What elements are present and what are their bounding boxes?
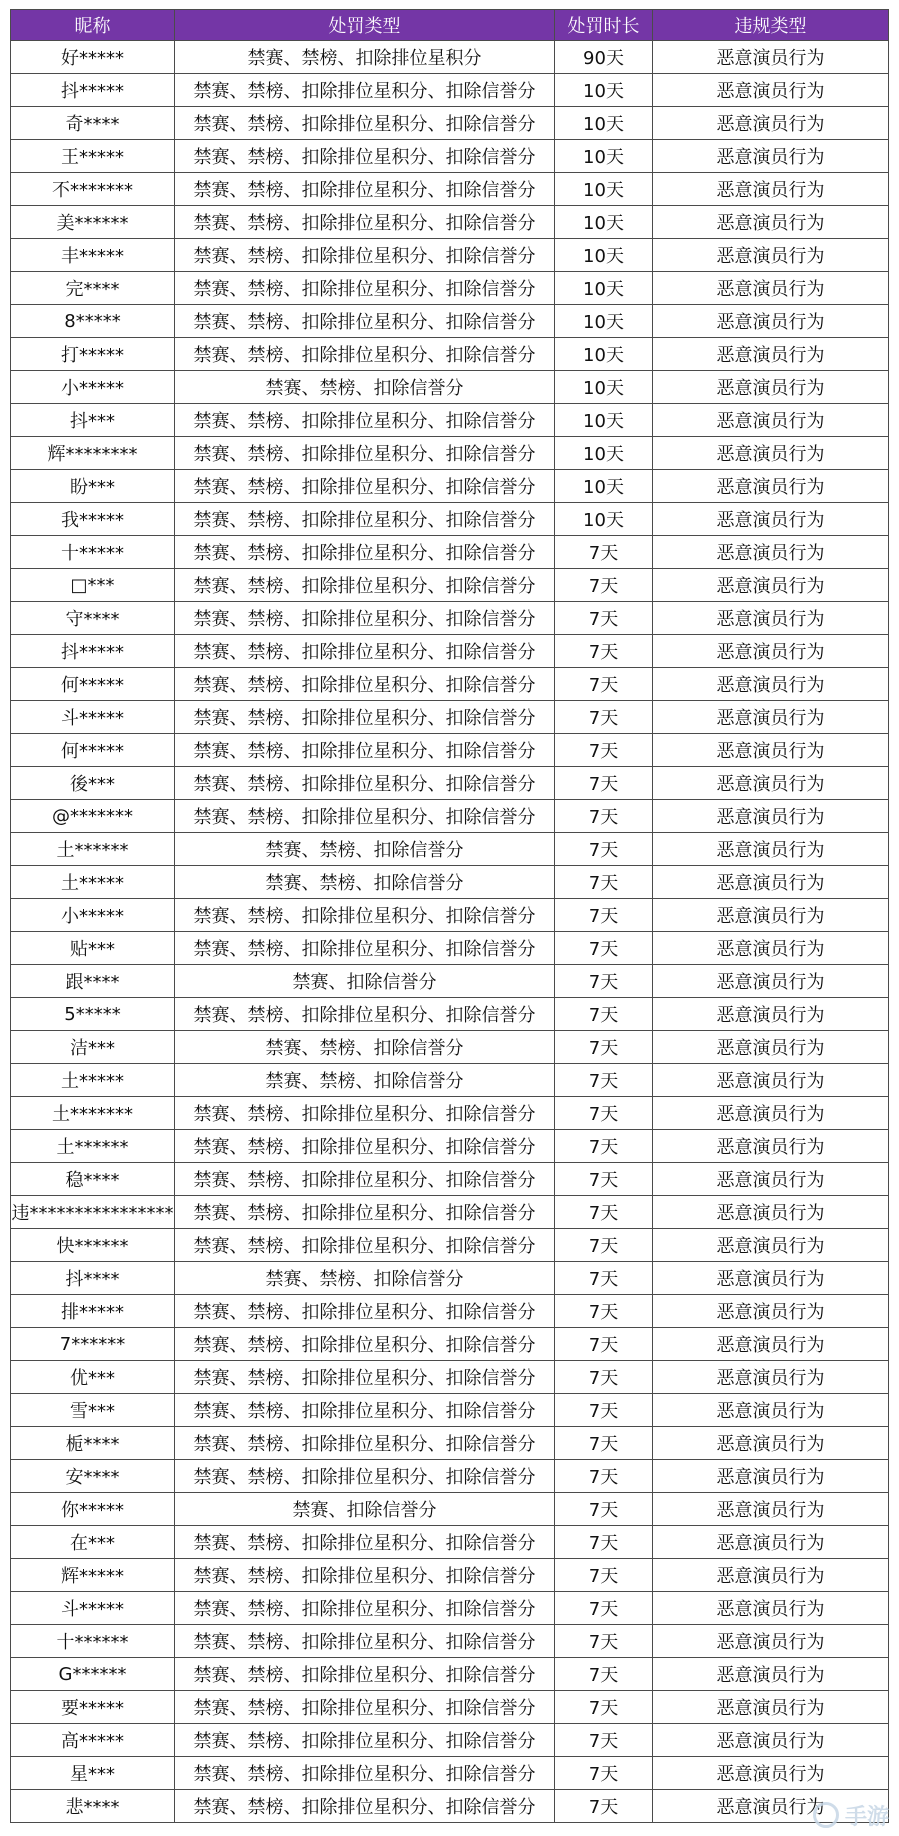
cell-penalty-duration: 10天 — [555, 338, 653, 371]
table-row — [11, 239, 889, 272]
table-row — [11, 1262, 889, 1295]
cell-penalty-duration: 10天 — [555, 74, 653, 107]
cell-penalty-type: 禁赛、禁榜、扣除排位星积分、扣除信誉分 — [175, 1790, 555, 1823]
table-row — [11, 107, 889, 140]
table-row — [11, 1559, 889, 1592]
cell-nickname: 违**************** — [11, 1196, 175, 1229]
cell-penalty-type: 禁赛、禁榜、扣除排位星积分、扣除信誉分 — [175, 899, 555, 932]
cell-penalty-duration: 7天 — [555, 1064, 653, 1097]
cell-penalty-duration: 7天 — [555, 1724, 653, 1757]
cell-violation-type: 恶意演员行为 — [653, 899, 889, 932]
table-row — [11, 1625, 889, 1658]
cell-violation-type: 恶意演员行为 — [653, 569, 889, 602]
table-row — [11, 1757, 889, 1790]
cell-penalty-duration: 7天 — [555, 1658, 653, 1691]
cell-penalty-type: 禁赛、禁榜、扣除排位星积分、扣除信誉分 — [175, 635, 555, 668]
cell-penalty-type: 禁赛、禁榜、扣除排位星积分、扣除信誉分 — [175, 1097, 555, 1130]
cell-violation-type: 恶意演员行为 — [653, 107, 889, 140]
cell-penalty-duration: 7天 — [555, 899, 653, 932]
cell-nickname: 稳**** — [11, 1163, 175, 1196]
header-penalty-duration: 处罚时长 — [555, 10, 653, 41]
cell-penalty-type: 禁赛、禁榜、扣除排位星积分、扣除信誉分 — [175, 338, 555, 371]
table-row — [11, 668, 889, 701]
cell-nickname: 斗***** — [11, 701, 175, 734]
table-body — [11, 41, 889, 1823]
cell-penalty-duration: 10天 — [555, 272, 653, 305]
table-row — [11, 173, 889, 206]
cell-nickname: 星*** — [11, 1757, 175, 1790]
cell-penalty-type: 禁赛、禁榜、扣除排位星积分、扣除信誉分 — [175, 800, 555, 833]
cell-nickname: 要***** — [11, 1691, 175, 1724]
cell-penalty-type: 禁赛、禁榜、扣除信誉分 — [175, 371, 555, 404]
cell-penalty-type: 禁赛、禁榜、扣除排位星积分、扣除信誉分 — [175, 140, 555, 173]
cell-penalty-duration: 7天 — [555, 965, 653, 998]
cell-penalty-type: 禁赛、禁榜、扣除排位星积分、扣除信誉分 — [175, 602, 555, 635]
cell-violation-type: 恶意演员行为 — [653, 998, 889, 1031]
cell-penalty-type: 禁赛、禁榜、扣除排位星积分、扣除信誉分 — [175, 536, 555, 569]
cell-nickname: 5***** — [11, 998, 175, 1031]
table-row — [11, 338, 889, 371]
cell-penalty-duration: 7天 — [555, 932, 653, 965]
header-violation-type: 违规类型 — [653, 10, 889, 41]
cell-penalty-type: 禁赛、禁榜、扣除排位星积分、扣除信誉分 — [175, 239, 555, 272]
table-row — [11, 998, 889, 1031]
cell-nickname: 悲**** — [11, 1790, 175, 1823]
cell-penalty-type: 禁赛、禁榜、扣除排位星积分、扣除信誉分 — [175, 701, 555, 734]
cell-penalty-type: 禁赛、禁榜、扣除排位星积分、扣除信誉分 — [175, 1559, 555, 1592]
table-row — [11, 635, 889, 668]
cell-nickname: 快****** — [11, 1229, 175, 1262]
table-row — [11, 1592, 889, 1625]
cell-nickname: 後*** — [11, 767, 175, 800]
cell-penalty-type: 禁赛、禁榜、扣除排位星积分、扣除信誉分 — [175, 272, 555, 305]
cell-penalty-duration: 7天 — [555, 1361, 653, 1394]
cell-penalty-type: 禁赛、禁榜、扣除排位星积分 — [175, 41, 555, 74]
table-row — [11, 1724, 889, 1757]
cell-penalty-duration: 7天 — [555, 1691, 653, 1724]
table-row — [11, 272, 889, 305]
cell-penalty-type: 禁赛、禁榜、扣除排位星积分、扣除信誉分 — [175, 1757, 555, 1790]
cell-violation-type: 恶意演员行为 — [653, 41, 889, 74]
cell-penalty-type: 禁赛、禁榜、扣除排位星积分、扣除信誉分 — [175, 1427, 555, 1460]
table-row — [11, 1031, 889, 1064]
table-row — [11, 1361, 889, 1394]
cell-violation-type: 恶意演员行为 — [653, 140, 889, 173]
header-row — [11, 10, 889, 41]
cell-penalty-duration: 7天 — [555, 998, 653, 1031]
cell-penalty-duration: 7天 — [555, 1196, 653, 1229]
table-row — [11, 1064, 889, 1097]
cell-violation-type: 恶意演员行为 — [653, 1724, 889, 1757]
cell-nickname: 排***** — [11, 1295, 175, 1328]
table-row — [11, 1526, 889, 1559]
cell-penalty-duration: 7天 — [555, 1130, 653, 1163]
cell-penalty-type: 禁赛、禁榜、扣除排位星积分、扣除信誉分 — [175, 668, 555, 701]
penalty-table — [10, 9, 889, 1823]
table-row — [11, 800, 889, 833]
cell-nickname: 抖***** — [11, 635, 175, 668]
cell-violation-type: 恶意演员行为 — [653, 404, 889, 437]
cell-penalty-duration: 10天 — [555, 239, 653, 272]
cell-penalty-duration: 7天 — [555, 1592, 653, 1625]
cell-violation-type: 恶意演员行为 — [653, 503, 889, 536]
cell-violation-type: 恶意演员行为 — [653, 371, 889, 404]
table-row — [11, 404, 889, 437]
cell-nickname: 十****** — [11, 1625, 175, 1658]
cell-nickname: 盼*** — [11, 470, 175, 503]
cell-nickname: 土******* — [11, 1097, 175, 1130]
table-row — [11, 1163, 889, 1196]
cell-nickname: 抖**** — [11, 1262, 175, 1295]
cell-penalty-type: 禁赛、禁榜、扣除排位星积分、扣除信誉分 — [175, 503, 555, 536]
table-row — [11, 965, 889, 998]
cell-penalty-duration: 7天 — [555, 701, 653, 734]
cell-violation-type: 恶意演员行为 — [653, 1361, 889, 1394]
cell-nickname: 土***** — [11, 866, 175, 899]
cell-penalty-duration: 10天 — [555, 404, 653, 437]
cell-penalty-duration: 7天 — [555, 1460, 653, 1493]
table-row — [11, 1097, 889, 1130]
cell-nickname: □*** — [11, 569, 175, 602]
cell-nickname: 优*** — [11, 1361, 175, 1394]
table-row — [11, 470, 889, 503]
cell-penalty-duration: 7天 — [555, 734, 653, 767]
cell-penalty-duration: 7天 — [555, 1625, 653, 1658]
cell-penalty-type: 禁赛、扣除信誉分 — [175, 965, 555, 998]
cell-penalty-type: 禁赛、禁榜、扣除排位星积分、扣除信誉分 — [175, 1691, 555, 1724]
cell-violation-type: 恶意演员行为 — [653, 701, 889, 734]
cell-nickname: 守**** — [11, 602, 175, 635]
cell-penalty-type: 禁赛、禁榜、扣除信誉分 — [175, 1064, 555, 1097]
cell-nickname: 斗***** — [11, 1592, 175, 1625]
cell-violation-type: 恶意演员行为 — [653, 1691, 889, 1724]
cell-violation-type: 恶意演员行为 — [653, 173, 889, 206]
cell-nickname: 奇**** — [11, 107, 175, 140]
cell-penalty-type: 禁赛、禁榜、扣除排位星积分、扣除信誉分 — [175, 1361, 555, 1394]
cell-penalty-type: 禁赛、禁榜、扣除排位星积分、扣除信誉分 — [175, 1295, 555, 1328]
cell-nickname: 8***** — [11, 305, 175, 338]
table-row — [11, 1493, 889, 1526]
cell-violation-type: 恶意演员行为 — [653, 272, 889, 305]
cell-nickname: 贴*** — [11, 932, 175, 965]
cell-nickname: 完**** — [11, 272, 175, 305]
cell-penalty-type: 禁赛、禁榜、扣除排位星积分、扣除信誉分 — [175, 1328, 555, 1361]
cell-penalty-type: 禁赛、禁榜、扣除排位星积分、扣除信誉分 — [175, 1130, 555, 1163]
cell-nickname: 小***** — [11, 899, 175, 932]
cell-nickname: 栀**** — [11, 1427, 175, 1460]
table-row — [11, 437, 889, 470]
cell-nickname: 7****** — [11, 1328, 175, 1361]
table-row — [11, 833, 889, 866]
cell-penalty-type: 禁赛、禁榜、扣除排位星积分、扣除信誉分 — [175, 1229, 555, 1262]
cell-nickname: 好***** — [11, 41, 175, 74]
cell-penalty-type: 禁赛、禁榜、扣除信誉分 — [175, 833, 555, 866]
logo-icon — [813, 1802, 839, 1828]
cell-violation-type: 恶意演员行为 — [653, 206, 889, 239]
cell-penalty-duration: 10天 — [555, 470, 653, 503]
table-row — [11, 866, 889, 899]
table-row — [11, 305, 889, 338]
cell-violation-type: 恶意演员行为 — [653, 1262, 889, 1295]
cell-penalty-type: 禁赛、禁榜、扣除排位星积分、扣除信誉分 — [175, 1394, 555, 1427]
table-row — [11, 569, 889, 602]
cell-penalty-type: 禁赛、禁榜、扣除信誉分 — [175, 1262, 555, 1295]
cell-violation-type: 恶意演员行为 — [653, 305, 889, 338]
cell-nickname: 打***** — [11, 338, 175, 371]
table-row — [11, 767, 889, 800]
cell-nickname: 洁*** — [11, 1031, 175, 1064]
cell-penalty-type: 禁赛、禁榜、扣除排位星积分、扣除信誉分 — [175, 305, 555, 338]
table-row — [11, 41, 889, 74]
cell-penalty-type: 禁赛、禁榜、扣除排位星积分、扣除信誉分 — [175, 173, 555, 206]
watermark-text: 手游 — [844, 1804, 889, 1830]
cell-nickname: 何***** — [11, 668, 175, 701]
table-row — [11, 1790, 889, 1823]
table-row — [11, 1328, 889, 1361]
cell-penalty-type: 禁赛、禁榜、扣除信誉分 — [175, 866, 555, 899]
cell-nickname: 美****** — [11, 206, 175, 239]
cell-violation-type: 恶意演员行为 — [653, 734, 889, 767]
cell-violation-type: 恶意演员行为 — [653, 338, 889, 371]
cell-violation-type: 恶意演员行为 — [653, 1031, 889, 1064]
cell-penalty-duration: 7天 — [555, 1394, 653, 1427]
cell-penalty-duration: 7天 — [555, 1790, 653, 1823]
cell-nickname: 土****** — [11, 1130, 175, 1163]
cell-violation-type: 恶意演员行为 — [653, 239, 889, 272]
cell-nickname: 雪*** — [11, 1394, 175, 1427]
table-row — [11, 206, 889, 239]
cell-penalty-duration: 7天 — [555, 602, 653, 635]
table-row — [11, 536, 889, 569]
cell-violation-type: 恶意演员行为 — [653, 1658, 889, 1691]
cell-violation-type: 恶意演员行为 — [653, 1526, 889, 1559]
table-row — [11, 602, 889, 635]
cell-penalty-type: 禁赛、禁榜、扣除排位星积分、扣除信誉分 — [175, 1526, 555, 1559]
table-row — [11, 1130, 889, 1163]
table-row — [11, 74, 889, 107]
table-row — [11, 1229, 889, 1262]
table-row — [11, 140, 889, 173]
table-row — [11, 1460, 889, 1493]
table-row — [11, 371, 889, 404]
cell-violation-type: 恶意演员行为 — [653, 635, 889, 668]
cell-penalty-type: 禁赛、禁榜、扣除排位星积分、扣除信誉分 — [175, 932, 555, 965]
cell-violation-type: 恶意演员行为 — [653, 767, 889, 800]
cell-penalty-type: 禁赛、禁榜、扣除排位星积分、扣除信誉分 — [175, 734, 555, 767]
cell-violation-type: 恶意演员行为 — [653, 1295, 889, 1328]
cell-penalty-type: 禁赛、禁榜、扣除排位星积分、扣除信誉分 — [175, 1658, 555, 1691]
cell-penalty-type: 禁赛、扣除信誉分 — [175, 1493, 555, 1526]
cell-violation-type: 恶意演员行为 — [653, 1163, 889, 1196]
cell-penalty-duration: 7天 — [555, 1559, 653, 1592]
cell-penalty-type: 禁赛、禁榜、扣除信誉分 — [175, 1031, 555, 1064]
cell-violation-type: 恶意演员行为 — [653, 932, 889, 965]
cell-violation-type: 恶意演员行为 — [653, 602, 889, 635]
cell-nickname: @******* — [11, 800, 175, 833]
cell-violation-type: 恶意演员行为 — [653, 800, 889, 833]
cell-penalty-duration: 7天 — [555, 833, 653, 866]
cell-violation-type: 恶意演员行为 — [653, 1493, 889, 1526]
cell-penalty-duration: 10天 — [555, 206, 653, 239]
cell-penalty-duration: 10天 — [555, 437, 653, 470]
cell-penalty-duration: 7天 — [555, 569, 653, 602]
cell-violation-type: 恶意演员行为 — [653, 470, 889, 503]
cell-violation-type: 恶意演员行为 — [653, 1559, 889, 1592]
cell-penalty-duration: 7天 — [555, 1328, 653, 1361]
cell-violation-type: 恶意演员行为 — [653, 1328, 889, 1361]
table-row — [11, 1658, 889, 1691]
header-nickname: 昵称 — [11, 10, 175, 41]
cell-nickname: 跟**** — [11, 965, 175, 998]
cell-penalty-duration: 7天 — [555, 1097, 653, 1130]
cell-nickname: 高***** — [11, 1724, 175, 1757]
cell-nickname: 小***** — [11, 371, 175, 404]
cell-penalty-type: 禁赛、禁榜、扣除排位星积分、扣除信誉分 — [175, 1163, 555, 1196]
cell-violation-type: 恶意演员行为 — [653, 866, 889, 899]
cell-violation-type: 恶意演员行为 — [653, 536, 889, 569]
cell-violation-type: 恶意演员行为 — [653, 1427, 889, 1460]
cell-violation-type: 恶意演员行为 — [653, 1790, 889, 1823]
cell-penalty-duration: 7天 — [555, 800, 653, 833]
cell-penalty-duration: 7天 — [555, 668, 653, 701]
cell-penalty-type: 禁赛、禁榜、扣除排位星积分、扣除信誉分 — [175, 1625, 555, 1658]
cell-violation-type: 恶意演员行为 — [653, 1394, 889, 1427]
cell-violation-type: 恶意演员行为 — [653, 668, 889, 701]
header-penalty-type: 处罚类型 — [175, 10, 555, 41]
table-row — [11, 1196, 889, 1229]
cell-penalty-duration: 10天 — [555, 140, 653, 173]
table-row — [11, 932, 889, 965]
cell-penalty-type: 禁赛、禁榜、扣除排位星积分、扣除信誉分 — [175, 470, 555, 503]
cell-violation-type: 恶意演员行为 — [653, 1130, 889, 1163]
cell-penalty-type: 禁赛、禁榜、扣除排位星积分、扣除信誉分 — [175, 1592, 555, 1625]
cell-violation-type: 恶意演员行为 — [653, 1625, 889, 1658]
cell-violation-type: 恶意演员行为 — [653, 1064, 889, 1097]
cell-penalty-duration: 10天 — [555, 173, 653, 206]
cell-penalty-type: 禁赛、禁榜、扣除排位星积分、扣除信誉分 — [175, 767, 555, 800]
cell-penalty-type: 禁赛、禁榜、扣除排位星积分、扣除信誉分 — [175, 569, 555, 602]
cell-nickname: 王***** — [11, 140, 175, 173]
cell-penalty-duration: 7天 — [555, 1493, 653, 1526]
cell-violation-type: 恶意演员行为 — [653, 1229, 889, 1262]
cell-penalty-type: 禁赛、禁榜、扣除排位星积分、扣除信誉分 — [175, 998, 555, 1031]
cell-violation-type: 恶意演员行为 — [653, 1097, 889, 1130]
cell-penalty-duration: 7天 — [555, 1031, 653, 1064]
cell-penalty-duration: 7天 — [555, 1427, 653, 1460]
cell-nickname: 你***** — [11, 1493, 175, 1526]
table-row — [11, 1295, 889, 1328]
cell-nickname: 不******* — [11, 173, 175, 206]
table-row — [11, 1394, 889, 1427]
cell-penalty-duration: 7天 — [555, 1163, 653, 1196]
cell-violation-type: 恶意演员行为 — [653, 1460, 889, 1493]
cell-penalty-duration: 7天 — [555, 536, 653, 569]
table-row — [11, 734, 889, 767]
cell-nickname: 抖*** — [11, 404, 175, 437]
cell-penalty-type: 禁赛、禁榜、扣除排位星积分、扣除信誉分 — [175, 437, 555, 470]
cell-violation-type: 恶意演员行为 — [653, 833, 889, 866]
cell-violation-type: 恶意演员行为 — [653, 1592, 889, 1625]
table-row — [11, 701, 889, 734]
cell-violation-type: 恶意演员行为 — [653, 965, 889, 998]
watermark — [759, 1798, 889, 1832]
cell-nickname: 安**** — [11, 1460, 175, 1493]
table-row — [11, 503, 889, 536]
cell-penalty-duration: 7天 — [555, 635, 653, 668]
cell-nickname: 土***** — [11, 1064, 175, 1097]
cell-nickname: G****** — [11, 1658, 175, 1691]
cell-penalty-type: 禁赛、禁榜、扣除排位星积分、扣除信誉分 — [175, 404, 555, 437]
cell-nickname: 辉***** — [11, 1559, 175, 1592]
cell-nickname: 丰***** — [11, 239, 175, 272]
cell-penalty-duration: 90天 — [555, 41, 653, 74]
cell-penalty-duration: 7天 — [555, 1526, 653, 1559]
table-row — [11, 899, 889, 932]
cell-penalty-type: 禁赛、禁榜、扣除排位星积分、扣除信誉分 — [175, 1196, 555, 1229]
cell-penalty-duration: 7天 — [555, 767, 653, 800]
cell-nickname: 抖***** — [11, 74, 175, 107]
cell-penalty-duration: 10天 — [555, 503, 653, 536]
cell-penalty-duration: 7天 — [555, 1229, 653, 1262]
cell-penalty-duration: 10天 — [555, 107, 653, 140]
cell-penalty-duration: 10天 — [555, 305, 653, 338]
cell-penalty-duration: 7天 — [555, 1757, 653, 1790]
cell-nickname: 何***** — [11, 734, 175, 767]
cell-penalty-type: 禁赛、禁榜、扣除排位星积分、扣除信誉分 — [175, 74, 555, 107]
table-header — [11, 10, 889, 41]
cell-nickname: 辉******** — [11, 437, 175, 470]
cell-penalty-type: 禁赛、禁榜、扣除排位星积分、扣除信誉分 — [175, 1724, 555, 1757]
cell-penalty-type: 禁赛、禁榜、扣除排位星积分、扣除信誉分 — [175, 206, 555, 239]
cell-violation-type: 恶意演员行为 — [653, 1196, 889, 1229]
cell-penalty-duration: 10天 — [555, 371, 653, 404]
cell-nickname: 在*** — [11, 1526, 175, 1559]
cell-violation-type: 恶意演员行为 — [653, 1757, 889, 1790]
table-row — [11, 1691, 889, 1724]
cell-nickname: 我***** — [11, 503, 175, 536]
cell-penalty-duration: 7天 — [555, 1295, 653, 1328]
cell-nickname: 土****** — [11, 833, 175, 866]
cell-penalty-duration: 7天 — [555, 1262, 653, 1295]
cell-penalty-type: 禁赛、禁榜、扣除排位星积分、扣除信誉分 — [175, 107, 555, 140]
cell-violation-type: 恶意演员行为 — [653, 437, 889, 470]
cell-nickname: 十***** — [11, 536, 175, 569]
table-row — [11, 1427, 889, 1460]
cell-penalty-duration: 7天 — [555, 866, 653, 899]
cell-violation-type: 恶意演员行为 — [653, 74, 889, 107]
cell-penalty-type: 禁赛、禁榜、扣除排位星积分、扣除信誉分 — [175, 1460, 555, 1493]
